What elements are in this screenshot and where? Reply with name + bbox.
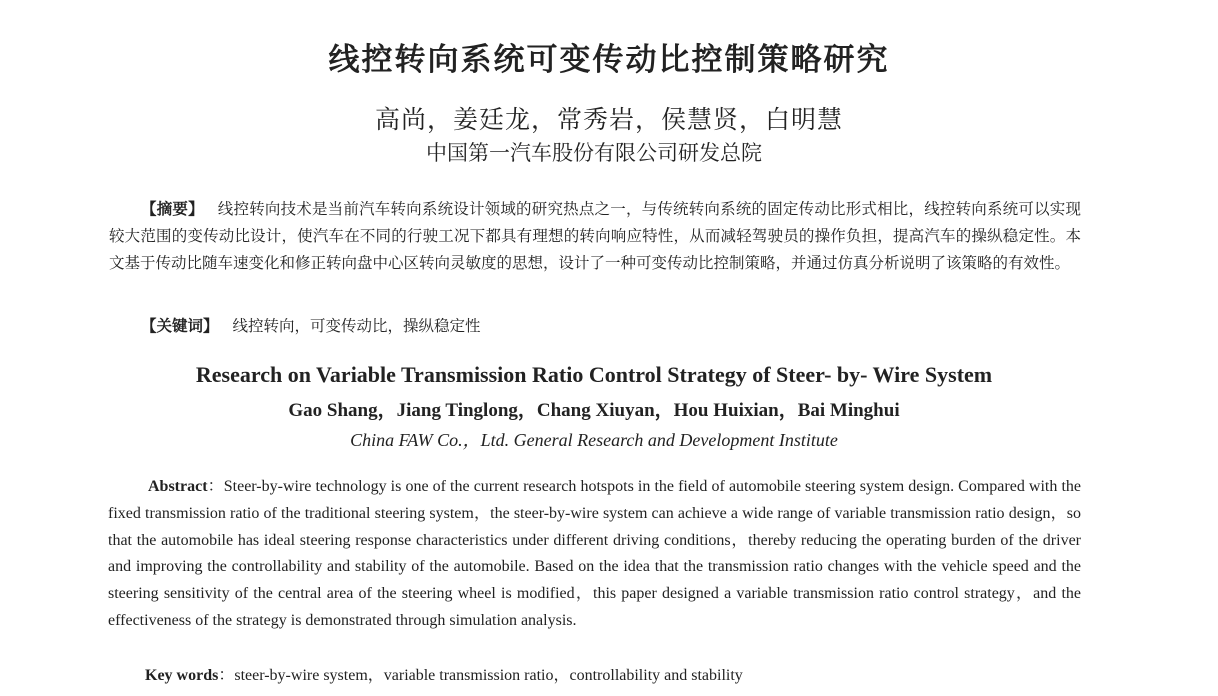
english-abstract-label: Abstract: [148, 478, 208, 495]
english-affiliation: China FAW Co.，Ltd. General Research and Development Institute: [350, 430, 838, 450]
chinese-keywords-text: 线控转向，可变传动比，操纵稳定性: [232, 317, 481, 335]
english-keywords-text: steer-by-wire system，variable transmission ratio，controllability and stability: [234, 667, 743, 684]
chinese-abstract: [109, 196, 1081, 277]
chinese-abstract-label: 【摘要】: [141, 200, 204, 218]
chinese-affiliation: 中国第一汽车股份有限公司研发总院: [426, 141, 762, 165]
chinese-authors: 高尚，姜廷龙，常秀岩，侯慧贤，白明慧: [374, 105, 843, 134]
chinese-abstract-text: 线控转向技术是当前汽车转向系统设计领域的研究热点之一，与传统转向系统的固定传动比形式相比，线控转向系统可以实现较大范围的变传动比设计，使汽车在不同的行驶工况下都具有理想的转向响应特性，从而减轻驾驶员的操作负担，提高汽车的操纵稳定性。本文基于传动比随车速变化和修正转向盘中心区转向灵敏度的思想，设计了一种可变传动比控制策略，并通过仿真分析说明了该策略的有效性。: [109, 200, 1081, 272]
chinese-keywords: [141, 313, 1081, 340]
english-abstract-separator: ：: [207, 478, 224, 495]
english-authors: Gao Shang，Jiang Tinglong，Chang Xiuyan，Hou Huixian，Bai Minghui: [288, 400, 900, 421]
chinese-keywords-label: 【关键词】: [141, 317, 219, 335]
chinese-title: 线控转向系统可变传动比控制策略研究: [328, 42, 890, 78]
english-abstract-text: Steer-by-wire technology is one of the current research hotspots in the field of automobile steering system design. Compared with the fixed transmission ratio of the traditional steering system，the steer-by-wire system can achieve a wide range of variable transmission ratio design，so that the automobile has ideal steering response characteristics under different driving conditions，thereby reducing the operating burden of the driver and improving the controllability and stability of the automobile. Based on the idea that the transmission ratio changes with the vehicle speed and the steering sensitivity of the central area of the steering wheel is modified，this paper designed a variable transmission ratio control strategy，and the effectiveness of the strategy is demonstrated through simulation analysis.: [108, 478, 1081, 629]
english-keywords-label: Key words: [145, 667, 219, 684]
english-keywords-separator: ：: [218, 667, 235, 684]
english-abstract: [108, 474, 1081, 635]
english-keywords: [145, 664, 1081, 688]
english-title: Research on Variable Transmission Ratio Control Strategy of Steer- by- Wire System: [195, 362, 993, 387]
